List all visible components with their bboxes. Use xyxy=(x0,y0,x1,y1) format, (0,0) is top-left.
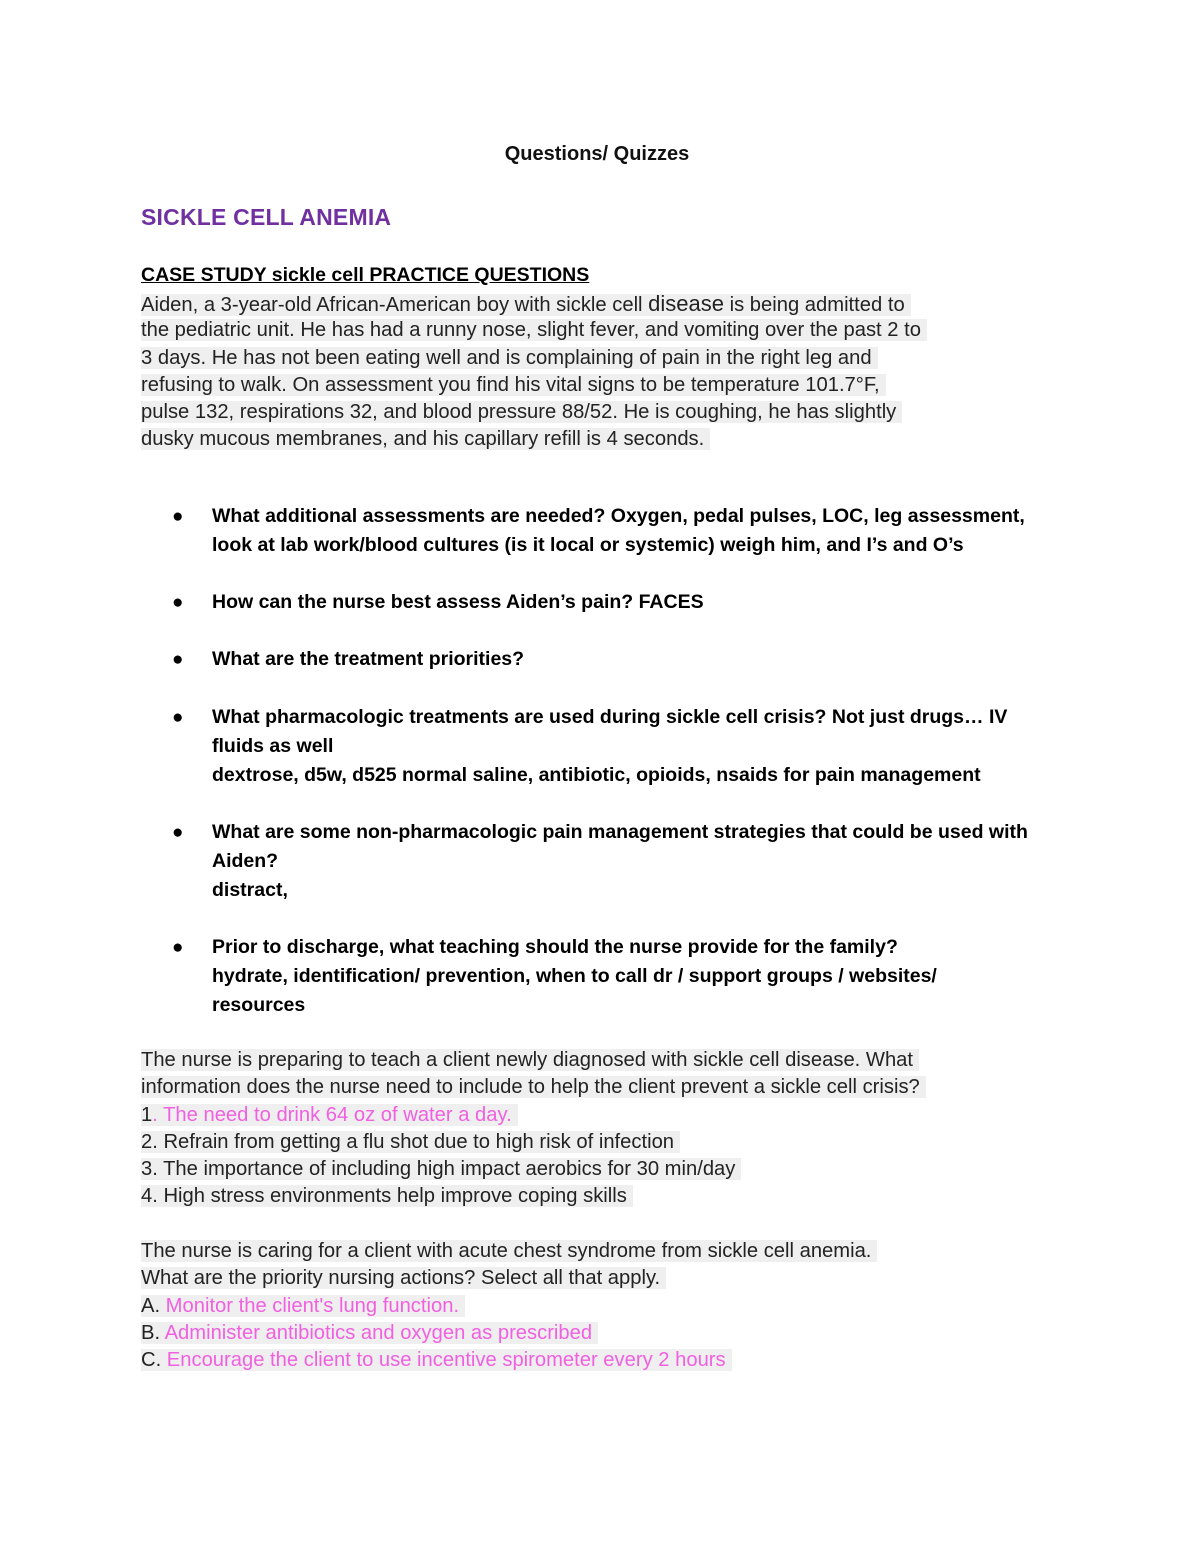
answer-option: 2. Refrain from getting a flu shot due to high risk of infection xyxy=(141,1129,1101,1156)
question-stem-line: The nurse is caring for a client with acute chest syndrome from sickle cell anemia. xyxy=(141,1238,1101,1265)
answer-option: 4. High stress environments help improve coping skills xyxy=(141,1183,1101,1210)
answer-option: 1. The need to drink 64 oz of water a day. xyxy=(141,1102,1101,1129)
answer-line: hydrate, identification/ prevention, when to call dr / support groups / websites/ xyxy=(212,965,937,987)
question-line: How can the nurse best assess Aiden’s pain? FACES xyxy=(212,591,704,613)
question-line: What are some non-pharmacologic pain management strategies that could be used with xyxy=(212,821,1028,843)
case-line: pulse 132, respirations 32, and blood pressure 88/52. He is coughing, he has slightly xyxy=(141,399,1101,426)
multiple-choice-question-1 xyxy=(141,1047,1101,1211)
section-heading: SICKLE CELL ANEMIA xyxy=(141,204,392,230)
question-line: Prior to discharge, what teaching should the nurse provide for the family? xyxy=(212,936,898,958)
question-line: What pharmacologic treatments are used during sickle cell crisis? Not just drugs… IV xyxy=(212,706,1008,728)
answer-line: dextrose, d5w, d525 normal saline, antibiotic, opioids, nsaids for pain management xyxy=(212,764,981,786)
bullet-icon: ● xyxy=(172,937,184,958)
document-title: Questions/ Quizzes xyxy=(504,143,690,165)
multiple-choice-question-2 xyxy=(141,1238,1101,1374)
question-line: fluids as well xyxy=(212,735,334,757)
bullet-icon: ● xyxy=(172,707,184,728)
bullet-icon: ● xyxy=(172,822,184,843)
case-line: dusky mucous membranes, and his capillary refill is 4 seconds. xyxy=(141,426,1101,453)
case-line: the pediatric unit. He has had a runny nose, slight fever, and vomiting over the past 2 to xyxy=(141,317,1101,344)
question-line: What are the treatment priorities? xyxy=(212,648,525,670)
answer-option: A. Monitor the client's lung function. xyxy=(141,1293,1101,1320)
question-line: Aiden? xyxy=(212,850,279,872)
case-line: 3 days. He has not been eating well and is complaining of pain in the right leg and xyxy=(141,345,1101,372)
question-stem-line: information does the nurse need to include to help the client prevent a sickle cell crisis? xyxy=(141,1074,1101,1101)
answer-line: resources xyxy=(212,994,306,1016)
answer-option: C. Encourage the client to use incentive spirometer every 2 hours xyxy=(141,1347,1101,1374)
bullet-icon: ● xyxy=(172,649,184,670)
case-study-paragraph xyxy=(141,290,1101,454)
question-line: look at lab work/blood cultures (is it local or systemic) weigh him, and I’s and O’s xyxy=(212,534,964,556)
answer-option: 3. The importance of including high impact aerobics for 30 min/day xyxy=(141,1156,1101,1183)
question-line: What additional assessments are needed? Oxygen, pedal pulses, LOC, leg assessment, xyxy=(212,505,1025,527)
answer-option: B. Administer antibiotics and oxygen as prescribed xyxy=(141,1320,1101,1347)
case-line: Aiden, a 3-year-old African-American boy with sickle cell disease is being admitted to xyxy=(141,290,1101,317)
case-study-heading: CASE STUDY sickle cell PRACTICE QUESTIONS xyxy=(141,264,590,286)
case-line: refusing to walk. On assessment you find his vital signs to be temperature 101.7°F, xyxy=(141,372,1101,399)
answer-line: distract, xyxy=(212,879,288,901)
bullet-icon: ● xyxy=(172,592,184,613)
question-stem-line: The nurse is preparing to teach a client newly diagnosed with sickle cell disease. What xyxy=(141,1047,1101,1074)
bullet-icon: ● xyxy=(172,506,184,527)
question-stem-line: What are the priority nursing actions? Select all that apply. xyxy=(141,1265,1101,1292)
